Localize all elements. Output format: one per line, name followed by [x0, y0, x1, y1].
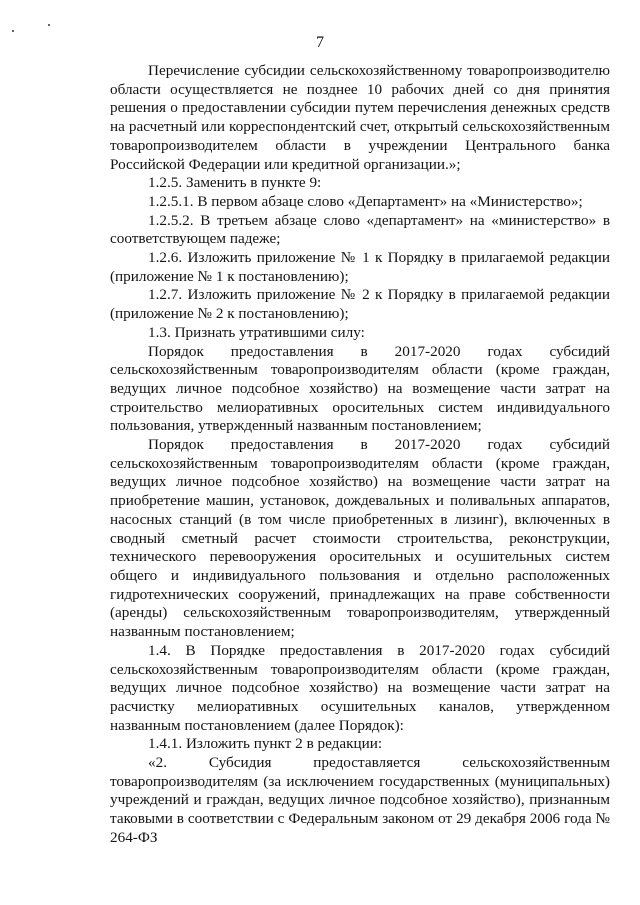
paragraph-procedure-machinery-purchase: Порядок предоставления в 2017-2020 годах субсидий сельскохозяйственным товаропроизводителям области (кроме граждан, ведущих личное подсобное хозяйство) на возмещение части затрат на приобретение машин, установок, дождевальных и поливальных аппаратов, насосных станций (в том числе приобретенных в лизинг), включенных в сводный сметный расчет стоимости строительства, реконструкции, технического перевооружения оросительных и осушительных систем общего и индивидуального пользования и отдельно расположенных гидротехнических сооружений, принадлежащих на праве собственности (аренды) сельскохозяйственным товаропроизводителям, утвержденный названным постановлением; — [110, 436, 610, 641]
paragraph-1-2-5-2: 1.2.5.2. В третьем абзаце слово «департамент» на «министерство» в соответствующем падеже; — [110, 211, 610, 248]
paragraph-point-2-text: «2. Субсидия предоставляется сельскохозяйственным товаропроизводителям (за исключением государственных (муниципальных) учреждений и граждан, ведущих личное подсобное хозяйство), признанным таковыми в соответствии с Федеральным законом от 29 декабря 2006 года № 264-ФЗ — [110, 754, 610, 846]
paragraph-1-2-5: 1.2.5. Заменить в пункте 9: — [148, 174, 322, 192]
paragraph-1-2-7: 1.2.7. Изложить приложение № 2 к Порядку в прилагаемой редакции (приложение № 2 к постановлению); — [110, 286, 610, 323]
paragraph-1-2-6: 1.2.6. Изложить приложение № 1 к Порядку в прилагаемой редакции (приложение № 1 к постановлению); — [110, 249, 610, 285]
page-number: 7 — [316, 34, 324, 51]
scan-mark — [12, 30, 14, 32]
scan-mark — [48, 24, 50, 26]
paragraph-1-2-5-1: 1.2.5.1. В первом абзаце слово «Департамент» на «Министерство»; — [148, 192, 583, 210]
paragraph-1-4: 1.4. В Порядке предоставления в 2017-2020 годах субсидий сельскохозяйственным товаропроизводителям области (кроме граждан, ведущих личное подсобное хозяйство) на возмещение части затрат на расчистку мелиоративных осушительных каналов, утвержденном названным постановлением (далее Порядок): — [110, 641, 610, 734]
paragraph-1-3: 1.3. Признать утратившими силу: — [148, 323, 365, 341]
paragraph-procedure-irrigation-construction: Порядок предоставления в 2017-2020 годах субсидий сельскохозяйственным товаропроизводителям области (кроме граждан, ведущих личное подсобное хозяйство) на возмещение части затрат на строительство мелиоративных оросительных систем индивидуального пользования, утвержденный названным постановлением; — [110, 342, 610, 435]
document-body — [110, 62, 610, 848]
paragraph-1-4-1: 1.4.1. Изложить пункт 2 в редакции: — [148, 735, 383, 753]
paragraph-subsidy-transfer: Перечисление субсидии сельскохозяйственному товаропроизводителю области осуществляется не позднее 10 рабочих дней со дня принятия решения о предоставлении субсидии путем перечисления денежных средств на расчетный или корреспондентский счет, открытый сельскохозяйственным товаропроизводителем области в учреждении Центрального банка Российской Федерации или кредитной организации.»; — [110, 62, 610, 173]
